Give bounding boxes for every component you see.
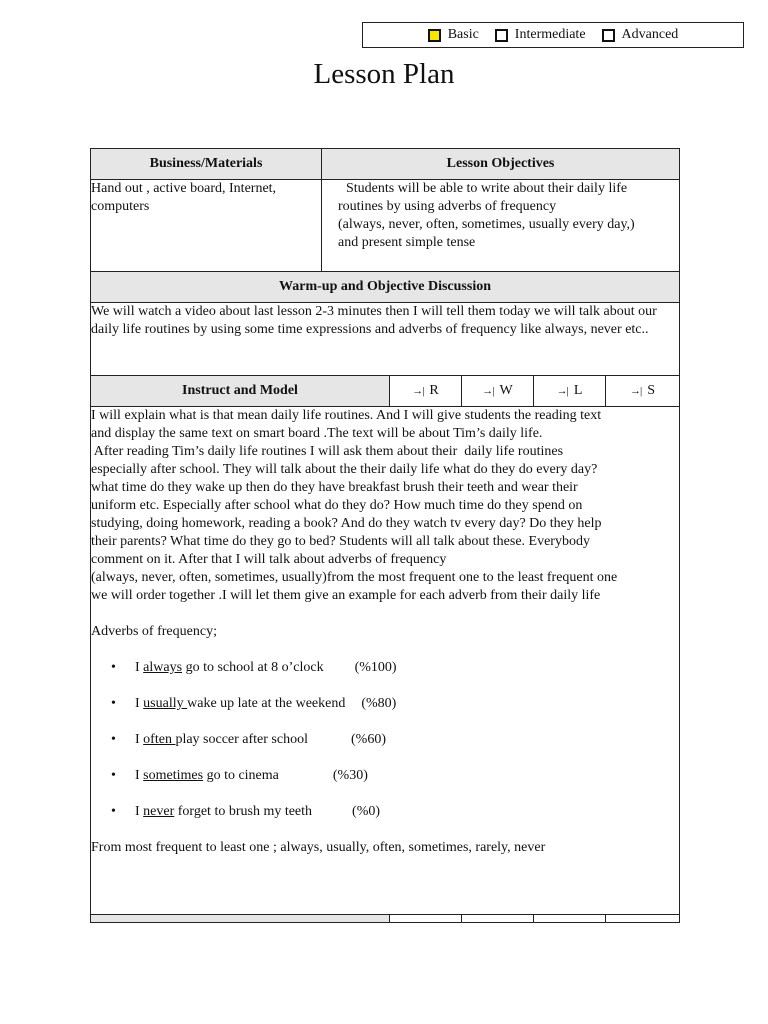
level-option-advanced[interactable] <box>602 27 679 43</box>
example-rest: go to school at 8 o’clock <box>182 660 324 675</box>
summary-line: From most frequent to least one ; always, usually, often, sometimes, rarely, never <box>91 840 546 855</box>
adverb-underlined: sometimes <box>143 768 204 783</box>
example-prefix: I <box>135 696 144 711</box>
instruct-line: and display the same text on smart board .The text will be about Tim’s daily life. <box>91 426 543 441</box>
skill-label: R <box>429 383 439 398</box>
instruct-line: especially after school. They will talk about the their daily life what do they do every day? <box>91 462 598 477</box>
example-prefix: I <box>135 804 144 819</box>
instruct-line: studying, doing homework, reading a book? And do they watch tv every day? Do they help <box>91 516 602 531</box>
list-item <box>91 803 679 839</box>
warmup-text: We will watch a video about last lesson 2-3 minutes then I will tell them today we will talk about our daily life routines by using some time expressions and adverbs of frequency like always, never etc.. <box>91 304 657 337</box>
instruct-line: their parents? What time do they go to bed? Students will all talk about these. Everybody <box>91 534 590 549</box>
footer-cell <box>606 915 680 923</box>
list-item <box>91 695 679 731</box>
tab-arrow-icon: →| <box>482 385 494 397</box>
footer-cell <box>390 915 462 923</box>
skill-writing[interactable] <box>462 376 534 407</box>
lesson-plan-table <box>90 148 680 923</box>
level-label-basic: Basic <box>447 27 479 42</box>
frequency-percent: (%30) <box>332 768 368 783</box>
page-title: Lesson Plan <box>313 58 455 90</box>
example-prefix: I <box>135 732 144 747</box>
materials-text: Hand out , active board, Internet, computers <box>91 181 277 214</box>
level-option-basic[interactable] <box>428 27 479 43</box>
objectives-line: routines by using adverbs of frequency <box>338 199 557 214</box>
example-rest: go to cinema <box>203 768 279 783</box>
level-label-intermediate: Intermediate <box>514 27 586 42</box>
footer-cell <box>91 915 390 923</box>
skill-label: L <box>573 383 583 398</box>
example-rest: play soccer after school <box>175 732 308 747</box>
checkbox-checked-icon[interactable] <box>428 29 441 42</box>
objectives-line: (always, never, often, sometimes, usually every day,) <box>338 217 635 232</box>
objectives-header: Lesson Objectives <box>322 149 680 180</box>
adverb-list <box>91 659 679 839</box>
tab-arrow-icon: →| <box>556 385 568 397</box>
warmup-header: Warm-up and Objective Discussion <box>91 272 680 303</box>
adverb-underlined: often <box>143 732 176 747</box>
materials-cell <box>91 180 322 272</box>
objectives-line: and present simple tense <box>338 235 476 250</box>
level-label-advanced: Advanced <box>621 27 679 42</box>
list-item <box>91 731 679 767</box>
tab-arrow-icon: →| <box>412 385 424 397</box>
footer-cell <box>462 915 534 923</box>
footer-cell <box>534 915 606 923</box>
skill-reading[interactable] <box>390 376 462 407</box>
list-item <box>91 659 679 695</box>
adverb-underlined: never <box>143 804 175 819</box>
skill-listening[interactable] <box>534 376 606 407</box>
checkbox-icon[interactable] <box>602 29 615 42</box>
instruct-header: Instruct and Model <box>91 376 390 407</box>
skill-speaking[interactable] <box>606 376 680 407</box>
example-rest: forget to brush my teeth <box>174 804 313 819</box>
adverb-underlined: usually <box>143 696 188 711</box>
instruct-line: what time do they wake up then do they have breakfast brush their teeth and wear their <box>91 480 578 495</box>
checkbox-icon[interactable] <box>495 29 508 42</box>
list-item <box>91 767 679 803</box>
warmup-cell <box>91 303 680 376</box>
level-option-intermediate[interactable] <box>495 27 586 43</box>
frequency-percent: (%60) <box>351 732 386 747</box>
adverb-underlined: always <box>143 660 183 675</box>
skill-label: W <box>499 383 513 398</box>
example-prefix: I <box>135 768 144 783</box>
frequency-percent: (%80) <box>361 696 397 711</box>
instruct-cell <box>91 407 680 915</box>
example-prefix: I <box>135 660 144 675</box>
instruct-line: we will order together .I will let them give an example for each adverb from their daily life <box>91 588 601 603</box>
instruct-line: After reading Tim’s daily life routines I will ask them about their daily life routines <box>91 444 564 459</box>
instruct-line: comment on it. After that I will talk about adverbs of frequency <box>91 552 447 567</box>
frequency-percent: (%100) <box>354 660 397 675</box>
objectives-line: Students will be able to write about their daily life <box>346 181 628 196</box>
materials-header: Business/Materials <box>91 149 322 180</box>
skill-label: S <box>647 383 656 398</box>
frequency-percent: (%0) <box>352 804 381 819</box>
example-rest: wake up late at the weekend <box>187 696 346 711</box>
instruct-line: (always, never, often, sometimes, usually)from the most frequent one to the least frequent one <box>91 570 618 585</box>
tab-arrow-icon: →| <box>630 385 642 397</box>
level-selector <box>362 22 744 48</box>
adverbs-heading: Adverbs of frequency; <box>91 624 217 639</box>
instruct-line: uniform etc. Especially after school what do they do? How much time do they spend on <box>91 498 583 513</box>
instruct-line: I will explain what is that mean daily life routines. And I will give students the reading text <box>91 408 602 423</box>
objectives-cell <box>322 180 680 272</box>
